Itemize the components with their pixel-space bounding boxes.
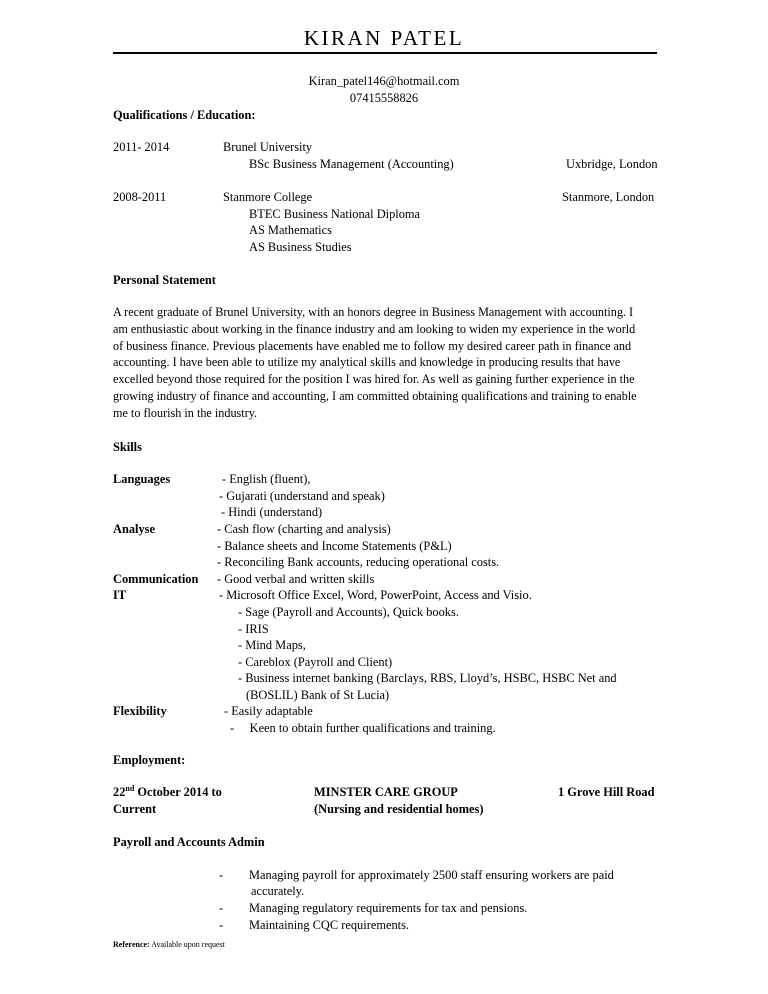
skill-subitem: - IRIS: [238, 622, 269, 636]
education-institution: Stanmore College: [223, 190, 313, 204]
education-detail: AS Mathematics: [249, 223, 332, 237]
job-title: Payroll and Accounts Admin: [113, 835, 265, 849]
personal-statement-paragraph: [113, 304, 661, 422]
personal-statement-heading: Personal Statement: [113, 273, 216, 287]
duty-text: accurately.: [251, 884, 305, 898]
skill-label-languages: Languages: [113, 472, 171, 486]
skill-subitem: - Sage (Payroll and Accounts), Quick books.: [238, 605, 459, 619]
skill-label-it: IT: [113, 588, 127, 602]
reference-label: Reference:: [113, 940, 150, 949]
statement-line: accounting. I have been able to utilize my analytical skills and knowledge in producing results that have: [113, 355, 621, 370]
skill-item: - Reconciling Bank accounts, reducing operational costs.: [217, 555, 500, 569]
skill-item: - Good verbal and written skills: [217, 572, 375, 586]
statement-line: excelled beyond those required for the position I was hired for. As well as gaining further experience in the: [113, 372, 635, 387]
statement-line: A recent graduate of Brunel University, with an honors degree in Business Management with accounting. I: [113, 305, 634, 319]
skill-subitem: - Mind Maps,: [238, 638, 306, 652]
statement-line: me to flourish in the industry.: [113, 405, 258, 420]
date-day: 22: [113, 785, 126, 799]
education-detail: BTEC Business National Diploma: [249, 207, 421, 221]
email-address: Kiran_patel146@hotmail.com: [308, 74, 460, 88]
skill-subitem: - Business internet banking (Barclays, RBS, Lloyd’s, HSBC, HSBC Net and: [238, 671, 617, 685]
employer-description: (Nursing and residential homes): [314, 802, 484, 816]
candidate-name: KIRAN PATEL: [303, 26, 465, 50]
header-rule: [113, 52, 657, 54]
duty-dash: -: [219, 918, 224, 932]
phone-number: 07415558826: [349, 91, 419, 105]
skill-item: - Easily adaptable: [224, 704, 313, 718]
skill-item: - Balance sheets and Income Statements (P&L): [217, 539, 452, 553]
duty-text: Managing payroll for approximately 2500 staff ensuring workers are paid: [249, 868, 614, 882]
education-institution: Brunel University: [223, 140, 313, 154]
reference-text: Available upon request: [149, 940, 225, 949]
statement-line: of business finance. Previous placements have enabled me to follow my desired career path in finance and: [113, 338, 632, 353]
duty-text: Managing regulatory requirements for tax and pensions.: [249, 901, 528, 915]
statement-line: am enthusiastic about working in the finance industry and am looking to widen my experience in the world: [113, 321, 636, 336]
employment-end-date: Current: [113, 802, 157, 816]
skill-item: - Gujarati (understand and speak): [219, 489, 385, 503]
skill-item: - Hindi (understand): [221, 505, 323, 519]
education-location: Uxbridge, London: [566, 157, 658, 171]
education-years: 2011- 2014: [113, 140, 170, 154]
employment-heading: Employment:: [113, 753, 186, 767]
skill-item: - Microsoft Office Excel, Word, PowerPoint, Access and Visio.: [219, 588, 532, 602]
skill-label-analyse: Analyse: [113, 522, 155, 536]
skill-item: - Keen to obtain further qualifications and training.: [230, 721, 496, 735]
duty-dash: -: [219, 901, 224, 915]
date-suffix: nd: [125, 783, 135, 793]
skill-label-flexibility: Flexibility: [113, 704, 167, 718]
date-rest: October 2014 to: [134, 785, 222, 799]
employment-start-date: [113, 784, 222, 800]
education-years: 2008-2011: [113, 190, 167, 204]
skill-subitem: - Careblox (Payroll and Client): [238, 655, 393, 669]
reference-note: [113, 940, 225, 950]
skill-item: - Cash flow (charting and analysis): [217, 522, 391, 536]
education-detail: AS Business Studies: [249, 240, 352, 254]
skill-label-communication: Communication: [113, 572, 199, 586]
skill-item: - English (fluent),: [222, 472, 311, 486]
education-location: Stanmore, London: [562, 190, 655, 204]
skill-subitem: (BOSLIL) Bank of St Lucia): [246, 688, 390, 702]
employer-name: MINSTER CARE GROUP: [314, 785, 458, 799]
statement-line: growing industry of finance and accounting, I am committed obtaining qualifications and training to enable: [113, 388, 637, 403]
duty-dash: -: [219, 868, 224, 882]
education-detail: BSc Business Management (Accounting): [249, 157, 454, 171]
employer-address: 1 Grove Hill Road: [558, 785, 655, 799]
duty-text: Maintaining CQC requirements.: [249, 918, 410, 932]
education-heading: Qualifications / Education:: [113, 108, 256, 122]
skills-heading: Skills: [113, 440, 142, 454]
